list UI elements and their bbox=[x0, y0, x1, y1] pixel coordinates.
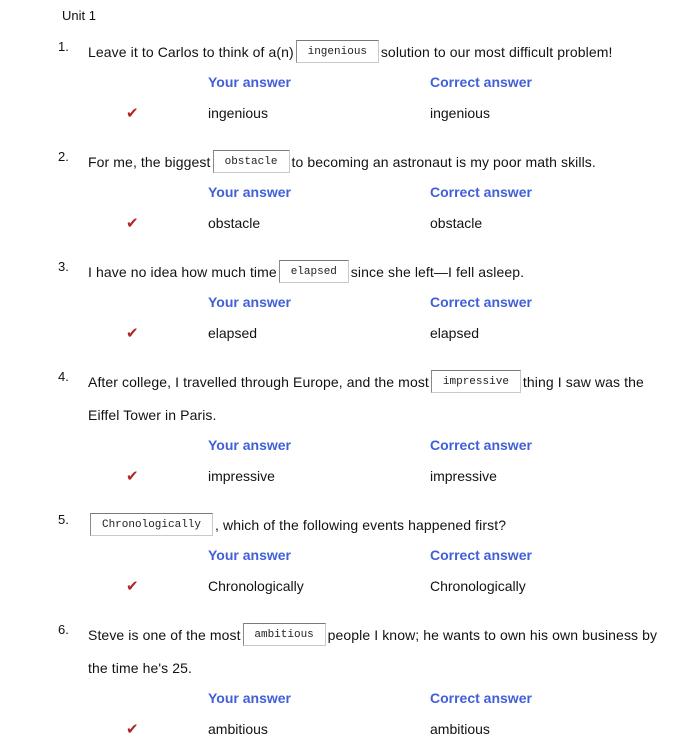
answer-header-spacer bbox=[88, 689, 208, 707]
answer-comparison-row bbox=[88, 214, 663, 233]
result-cell bbox=[88, 720, 208, 739]
question-body bbox=[88, 36, 663, 123]
question-block bbox=[58, 146, 673, 233]
question-sentence bbox=[88, 619, 663, 685]
answer-columns-header bbox=[88, 73, 663, 91]
correct-answer-column-label: Correct answer bbox=[430, 74, 532, 90]
answer-header-spacer bbox=[88, 293, 208, 311]
question-block bbox=[58, 509, 673, 596]
correct-check-icon: ✔ bbox=[126, 468, 139, 485]
your-answer-column-label: Your answer bbox=[208, 294, 291, 310]
answer-columns-header bbox=[88, 183, 663, 201]
correct-answer-column-label: Correct answer bbox=[430, 690, 532, 706]
question-text-before: I have no idea how much time bbox=[88, 264, 277, 280]
question-text-after: since she left—I fell asleep. bbox=[350, 264, 525, 280]
questions-list bbox=[58, 36, 673, 739]
question-body bbox=[88, 146, 663, 233]
result-cell bbox=[88, 467, 208, 486]
result-cell bbox=[88, 324, 208, 343]
your-answer-value: obstacle bbox=[208, 215, 261, 231]
question-text-after: thing I saw was the Eiffel Tower in Paris. bbox=[88, 374, 644, 423]
your-answer-column-label: Your answer bbox=[208, 74, 291, 90]
correct-check-icon: ✔ bbox=[126, 721, 139, 738]
your-answer-column-label: Your answer bbox=[208, 690, 291, 706]
question-text-after: people I know; he wants to own his own business by the time he's 25. bbox=[88, 627, 658, 676]
blank-answer-input[interactable] bbox=[243, 623, 326, 646]
correct-check-icon: ✔ bbox=[126, 215, 139, 232]
question-sentence bbox=[88, 36, 663, 69]
correct-answer-value: ambitious bbox=[430, 721, 490, 737]
your-answer-column-label: Your answer bbox=[208, 437, 291, 453]
correct-answer-column-label: Correct answer bbox=[430, 437, 532, 453]
correct-answer-column-label: Correct answer bbox=[430, 547, 532, 563]
result-cell bbox=[88, 104, 208, 123]
question-number: 3. bbox=[58, 259, 69, 274]
question-body bbox=[88, 509, 663, 596]
question-text-before: Leave it to Carlos to think of a(n) bbox=[88, 44, 294, 60]
correct-answer-value: obstacle bbox=[430, 215, 483, 231]
question-body bbox=[88, 619, 663, 739]
correct-answer-value: Chronologically bbox=[430, 578, 526, 594]
question-sentence bbox=[88, 509, 663, 542]
correct-answer-value: ingenious bbox=[430, 105, 490, 121]
answer-columns-header bbox=[88, 293, 663, 311]
answer-comparison-row bbox=[88, 104, 663, 123]
question-text-before: For me, the biggest bbox=[88, 154, 211, 170]
answer-columns-header bbox=[88, 546, 663, 564]
question-sentence bbox=[88, 256, 663, 289]
correct-answer-column-label: Correct answer bbox=[430, 294, 532, 310]
question-number: 5. bbox=[58, 512, 69, 527]
blank-answer-input[interactable] bbox=[213, 150, 290, 173]
question-block bbox=[58, 366, 673, 486]
question-number: 1. bbox=[58, 39, 69, 54]
unit-title: Unit 1 bbox=[62, 8, 96, 23]
correct-check-icon: ✔ bbox=[126, 325, 139, 342]
your-answer-value: ambitious bbox=[208, 721, 268, 737]
answer-columns-header bbox=[88, 689, 663, 707]
correct-answer-value: impressive bbox=[430, 468, 497, 484]
question-text-after: solution to our most difficult problem! bbox=[380, 44, 613, 60]
answer-header-spacer bbox=[88, 183, 208, 201]
answer-comparison-row bbox=[88, 577, 663, 596]
your-answer-value: Chronologically bbox=[208, 578, 304, 594]
answer-comparison-row bbox=[88, 324, 663, 343]
correct-check-icon: ✔ bbox=[126, 578, 139, 595]
question-text-after: to becoming an astronaut is my poor math skills. bbox=[291, 154, 596, 170]
question-block bbox=[58, 256, 673, 343]
question-text-before: After college, I travelled through Europe, and the most bbox=[88, 374, 429, 390]
question-body bbox=[88, 256, 663, 343]
answer-header-spacer bbox=[88, 436, 208, 454]
blank-answer-input[interactable] bbox=[90, 513, 213, 536]
question-number: 2. bbox=[58, 149, 69, 164]
question-block bbox=[58, 619, 673, 739]
your-answer-column-label: Your answer bbox=[208, 547, 291, 563]
question-block bbox=[58, 36, 673, 123]
result-cell bbox=[88, 577, 208, 596]
question-sentence bbox=[88, 146, 663, 179]
blank-answer-input[interactable] bbox=[279, 260, 349, 283]
blank-answer-input[interactable] bbox=[431, 370, 521, 393]
your-answer-column-label: Your answer bbox=[208, 184, 291, 200]
result-cell bbox=[88, 214, 208, 233]
answer-comparison-row bbox=[88, 720, 663, 739]
your-answer-value: elapsed bbox=[208, 325, 258, 341]
blank-answer-input[interactable] bbox=[296, 40, 379, 63]
question-number: 6. bbox=[58, 622, 69, 637]
question-text-after: , which of the following events happened first? bbox=[215, 517, 507, 533]
answer-comparison-row bbox=[88, 467, 663, 486]
your-answer-value: ingenious bbox=[208, 105, 268, 121]
question-body bbox=[88, 366, 663, 486]
question-text-before: Steve is one of the most bbox=[88, 627, 241, 643]
correct-answer-value: elapsed bbox=[430, 325, 480, 341]
answer-header-spacer bbox=[88, 73, 208, 91]
correct-check-icon: ✔ bbox=[126, 105, 139, 122]
answer-header-spacer bbox=[88, 546, 208, 564]
question-sentence bbox=[88, 366, 663, 432]
correct-answer-column-label: Correct answer bbox=[430, 184, 532, 200]
your-answer-value: impressive bbox=[208, 468, 275, 484]
question-number: 4. bbox=[58, 369, 69, 384]
answer-columns-header bbox=[88, 436, 663, 454]
